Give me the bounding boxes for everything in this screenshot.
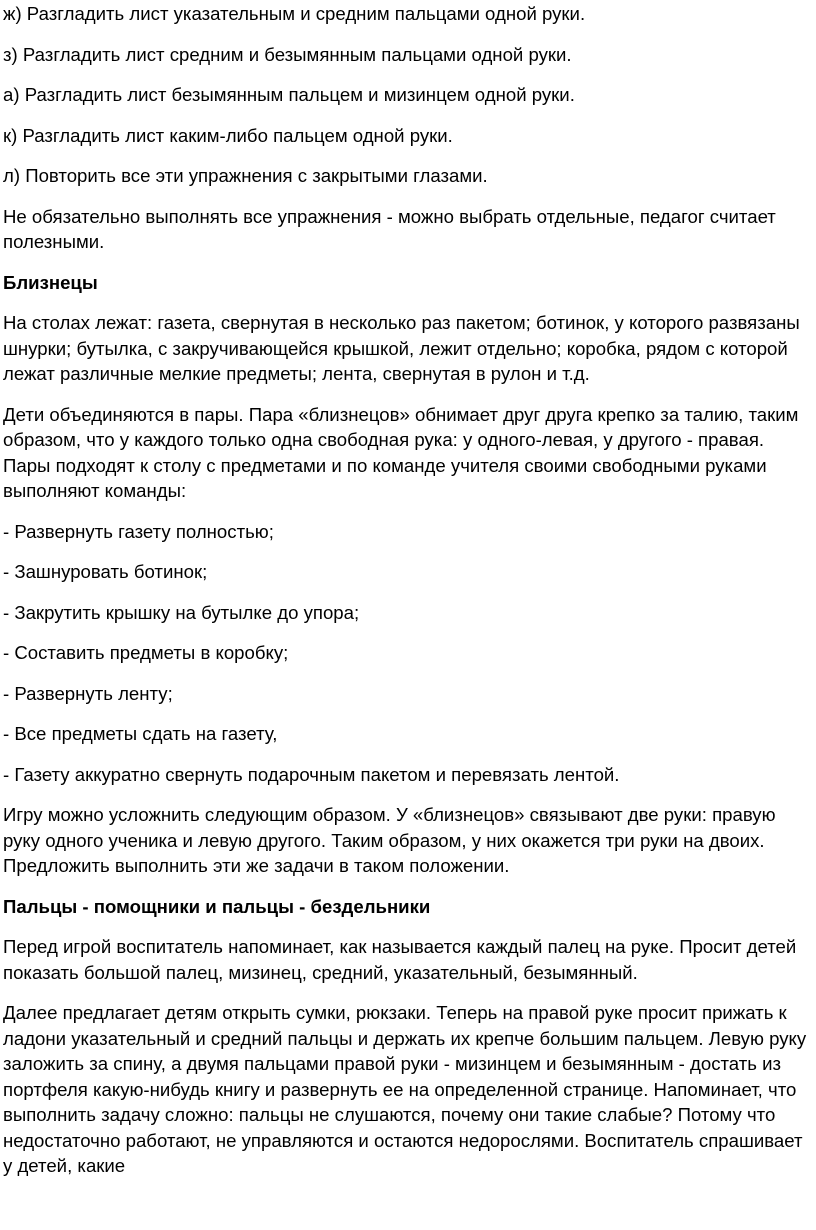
command-wrap: - Газету аккуратно свернуть подарочным пакетом и перевязать лентой.	[3, 763, 620, 785]
command-hand-in: - Все предметы сдать на газету,	[3, 723, 278, 744]
list-item-a: а) Разгладить лист безымянным пальцем и мизинцем одной руки.	[3, 84, 575, 105]
twins-complication-paragraph: Игру можно усложнить следующим образом. У «близнецов» связывают две руки: правую руку одного ученика и левую другого. Таким образом, у них окажется три руки на двоих. Предложить выполнить эти же задачи в таком положении.	[3, 804, 776, 876]
twins-pairs-paragraph: Дети объединяются в пары. Пара «близнецов» обнимает друг друга крепко за талию, таким образом, что у каждого только одна свободная рука: у одного-левая, у другого - правая. Пары подходят к столу с предметами и по команде учителя своими свободными руками выполняют команды:	[3, 403, 799, 501]
exercise-note-paragraph: Не обязательно выполнять все упражнения - можно выбрать отдельные, педагог считает полезными.	[3, 205, 776, 252]
command-ribbon: - Развернуть ленту;	[3, 682, 173, 704]
command-shoe: - Зашнуровать ботинок;	[3, 561, 208, 582]
fingers-task-paragraph: Далее предлагает детям открыть сумки, рюкзаки. Теперь на правой руке просит прижать к ладони указательный и средний пальцы и держать их крепче большим пальцем. Левую руку заложить за спину, а двумя пальцами правой руки - мизинцем и безымянным - достать из портфеля какую-нибудь книгу и развернуть ее на определенной странице. Напоминает, что выполнить задачу сложно: пальцы не слушаются, почему они такие слабые? Потому что недостаточно работают, не управляются и остаются недорослями. Воспитатель спрашивает у детей, какие	[3, 1002, 807, 1176]
command-box: - Составить предметы в коробку;	[3, 642, 289, 663]
section-heading-twins: Близнецы	[3, 271, 98, 293]
list-item-k: к) Разгладить лист каким-либо пальцем одной руки.	[3, 124, 453, 146]
list-item-z: з) Разгладить лист средним и безымянным пальцами одной руки.	[3, 43, 572, 65]
command-bottle: - Закрутить крышку на бутылке до упора;	[3, 601, 360, 623]
section-heading-fingers: Пальцы - помощники и пальцы - бездельники	[3, 895, 431, 917]
twins-objects-paragraph: На столах лежат: газета, свернутая в несколько раз пакетом; ботинок, у которого развязаны шнурки; бутылка, с закручивающейся крышкой, лежит отдельно; коробка, рядом с которой лежат различные мелкие предметы; лента, свернутая в рулон и т.д.	[3, 312, 800, 384]
list-item-l: л) Повторить все эти упражнения с закрытыми глазами.	[3, 165, 488, 186]
list-item-zh: ж) Разгладить лист указательным и средним пальцами одной руки.	[3, 3, 586, 24]
fingers-intro-paragraph: Перед игрой воспитатель напоминает, как называется каждый палец на руке. Просит детей показать большой палец, мизинец, средний, указательный, безымянный.	[3, 936, 797, 983]
document-page	[3, 0, 811, 1194]
command-newspaper: - Развернуть газету полностью;	[3, 520, 274, 542]
